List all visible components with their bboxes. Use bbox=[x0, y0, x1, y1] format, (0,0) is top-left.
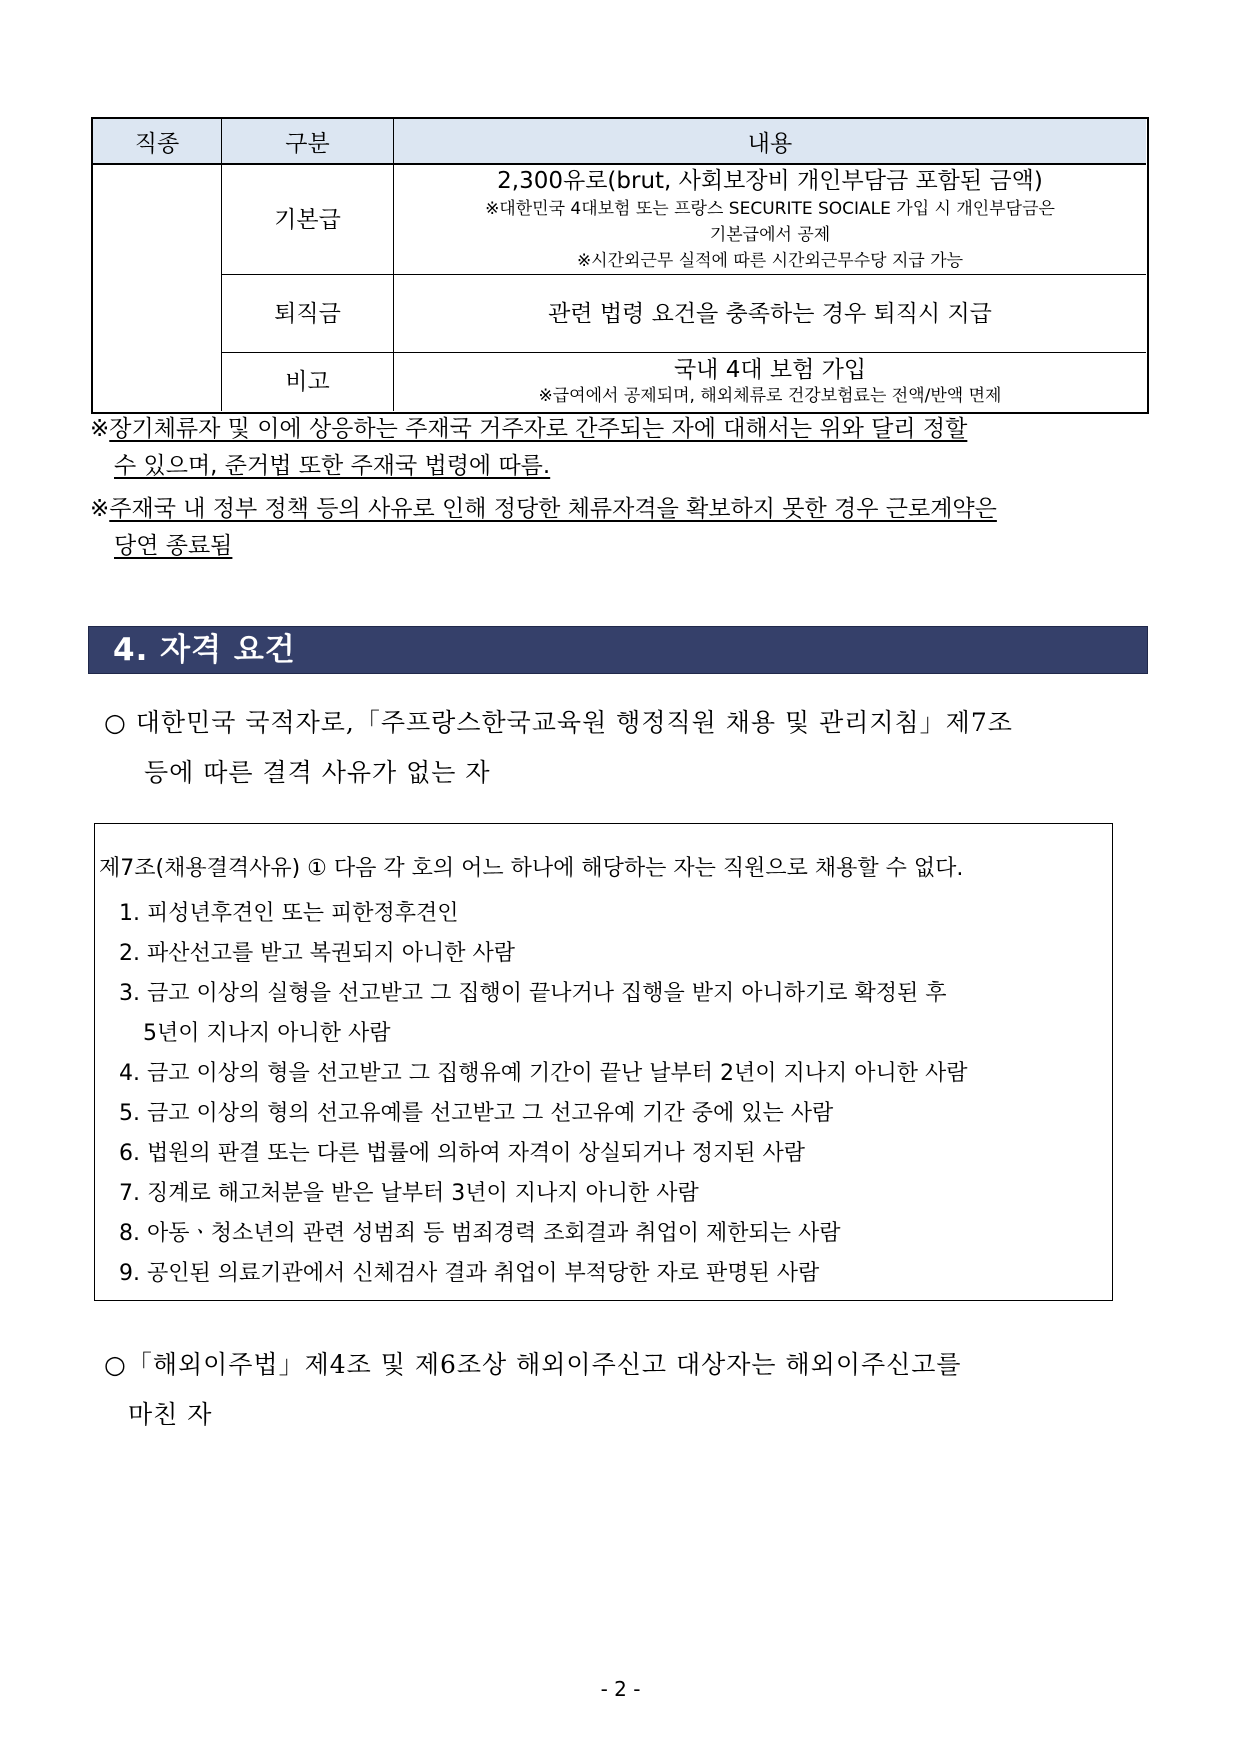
requirement-text: 대한민국 국적자로,「주프랑스한국교육원 행정직원 채용 및 관리지침」제7조 bbox=[135, 708, 1013, 737]
note-contract-termination bbox=[90, 491, 1158, 565]
content-note: ※시간외근무 실적에 따른 시간외근무수당 지급 가능 bbox=[576, 250, 964, 271]
content-main: 관련 법령 요건을 충족하는 경우 퇴직시 지급 bbox=[548, 300, 992, 327]
row-remarks-category bbox=[222, 353, 393, 411]
requirement-text: 등에 따른 결격 사유가 없는 자 bbox=[144, 758, 491, 787]
category-label: 퇴직금 bbox=[274, 300, 341, 327]
note-mark: ※ bbox=[90, 496, 110, 522]
header-category-label: 구분 bbox=[285, 130, 330, 157]
content-note: 기본급에서 공제 bbox=[709, 224, 831, 245]
header-job-type-label: 직종 bbox=[134, 130, 180, 157]
list-item: 4. 금고 이상의 형을 선고받고 그 집행유예 기간이 끝난 날부터 2년이 지나지 아니한 사람 bbox=[119, 1061, 968, 1086]
requirement-nationality bbox=[104, 698, 1013, 798]
row-base-salary-content bbox=[394, 165, 1146, 274]
page-number: - 2 - bbox=[600, 1677, 641, 1701]
bullet-icon: ○ bbox=[104, 1350, 127, 1379]
row-severance-content bbox=[394, 275, 1146, 352]
content-main: 국내 4대 보험 가입 bbox=[673, 357, 867, 383]
disqualification-box bbox=[94, 823, 1113, 1301]
list-item: 8. 아동ㆍ청소년의 관련 성범죄 등 범죄경력 조회결과 취업이 제한되는 사람 bbox=[119, 1221, 841, 1246]
content-note: ※급여에서 공제되며, 해외체류로 건강보험료는 전액/반액 면제 bbox=[538, 386, 1002, 406]
note-text: 장기체류자 및 이에 상응하는 주재국 거주자로 간주되는 자에 대해서는 위와 달리 정할 bbox=[109, 416, 968, 442]
list-item: 9. 공인된 의료기관에서 신체검사 결과 취업이 부적당한 자로 판명된 사람 bbox=[119, 1261, 820, 1286]
category-label: 기본급 bbox=[274, 206, 341, 233]
list-item: 2. 파산선고를 받고 복권되지 아니한 사람 bbox=[119, 941, 515, 966]
list-item: 5. 금고 이상의 형의 선고유예를 선고받고 그 선고유예 기간 중에 있는 사람 bbox=[119, 1101, 834, 1126]
salary-table bbox=[91, 117, 1149, 414]
row-severance-category bbox=[222, 275, 393, 352]
requirement-text: 「해외이주법」제4조 및 제6조상 해외이주신고 대상자는 해외이주신고를 bbox=[126, 1350, 962, 1379]
note-text: 당연 종료됨 bbox=[114, 533, 233, 559]
requirement-emigration bbox=[104, 1340, 962, 1440]
note-text: 주재국 내 정부 정책 등의 사유로 인해 정당한 체류자격을 확보하지 못한 경우 근로계약은 bbox=[109, 496, 997, 522]
header-category bbox=[222, 119, 393, 163]
list-item: 3. 금고 이상의 실형을 선고받고 그 집행이 끝나거나 집행을 받지 아니하기로 확정된 후 bbox=[119, 981, 947, 1006]
section-heading: 4. 자격 요건 bbox=[88, 626, 1148, 674]
note-long-term-residents bbox=[90, 411, 1158, 485]
list-item-continuation: 5년이 지나지 아니한 사람 bbox=[143, 1021, 391, 1046]
list-item: 6. 법원의 판결 또는 다른 법률에 의하여 자격이 상실되거나 정지된 사람 bbox=[119, 1141, 805, 1166]
bullet-icon: ○ bbox=[104, 708, 127, 737]
header-job-type bbox=[93, 119, 221, 163]
requirement-text: 마친 자 bbox=[128, 1400, 213, 1429]
list-item: 1. 피성년후견인 또는 피한정후견인 bbox=[119, 901, 459, 926]
note-text: 수 있으며, 준거법 또한 주재국 법령에 따름. bbox=[114, 453, 551, 479]
content-main: 2,300유로(brut, 사회보장비 개인부담금 포함된 금액) bbox=[497, 167, 1043, 194]
note-mark: ※ bbox=[90, 416, 110, 442]
header-content bbox=[394, 119, 1146, 163]
disqualification-list bbox=[119, 894, 967, 1294]
row-base-salary-category bbox=[222, 165, 393, 274]
article-title: 제7조(채용결격사유) ① 다음 각 호의 어느 하나에 해당하는 자는 직원으로 채용할 수 없다. bbox=[99, 856, 964, 881]
category-label: 비고 bbox=[285, 369, 330, 395]
header-content-label: 내용 bbox=[747, 130, 793, 157]
content-note: ※대한민국 4대보험 또는 프랑스 SECURITE SOCIALE 가입 시 개인부담금은 bbox=[485, 198, 1055, 219]
row-remarks-content bbox=[394, 353, 1146, 411]
list-item: 7. 징계로 해고처분을 받은 날부터 3년이 지나지 아니한 사람 bbox=[119, 1181, 699, 1206]
